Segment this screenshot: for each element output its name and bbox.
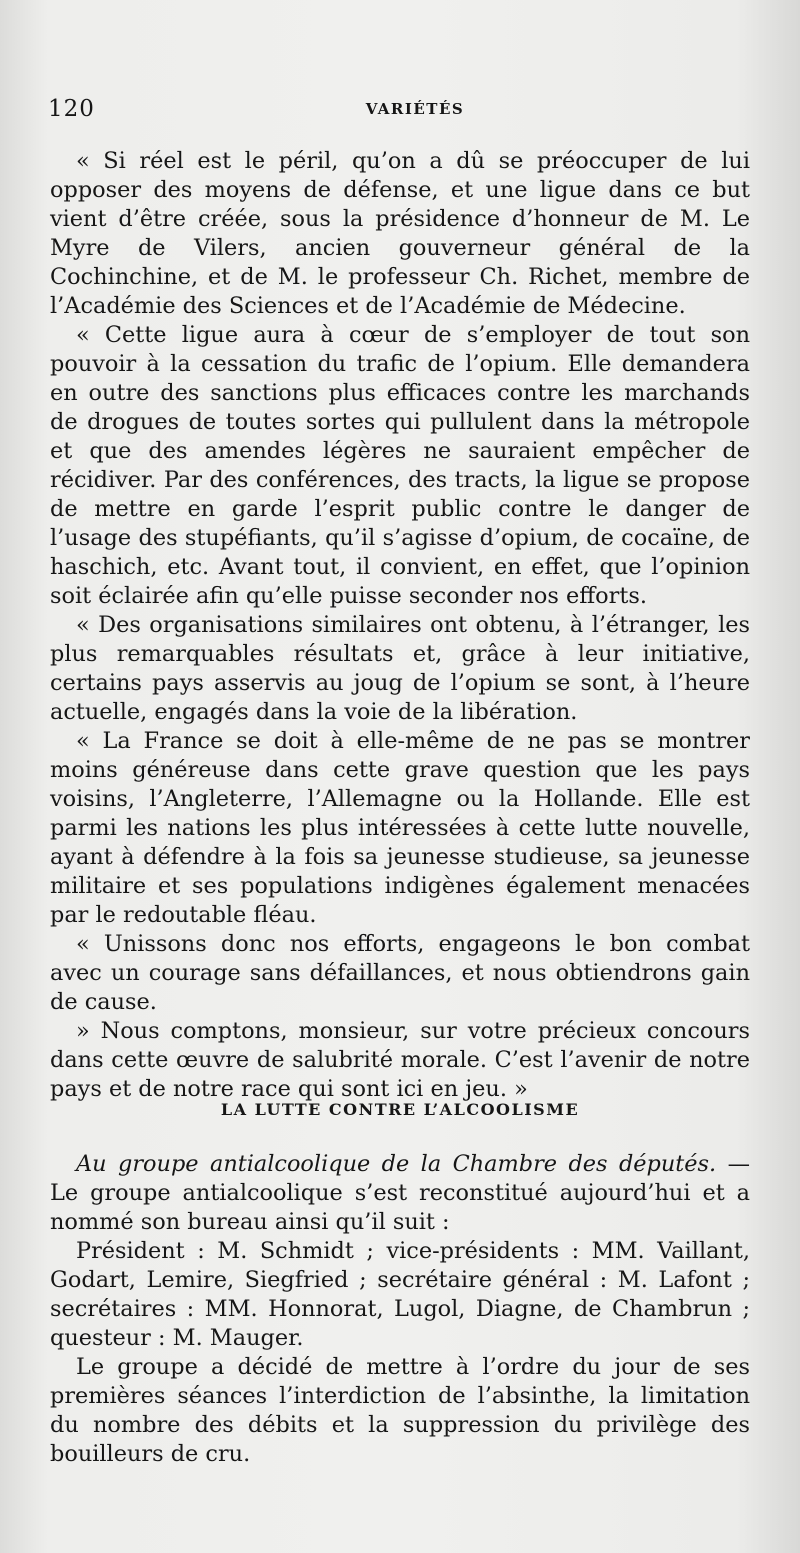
paragraph: » Nous comptons, monsieur, sur votre précieux concours dans cette œuvre de salubrité morale. C’est l’avenir de notre pays et de notre race qui sont ici en jeu. » bbox=[50, 1018, 750, 1102]
section-body bbox=[50, 1150, 750, 1469]
running-title: VARIÉTÉS bbox=[365, 100, 465, 118]
running-header bbox=[48, 96, 752, 128]
intro-text: — Le groupe antialcoolique s’est reconstitué aujourd’hui et a nommé son bureau ainsi qu’il suit : bbox=[50, 1151, 750, 1235]
closing-paragraph: Le groupe a décidé de mettre à l’ordre du jour de ses premières séances l’interdiction de l’absinthe, la limitation du nombre des débits et la suppression du privilège des bouilleurs de cru. bbox=[50, 1354, 750, 1467]
page-number: 120 bbox=[48, 96, 95, 122]
run-in-title: Au groupe antialcoolique de la Chambre des députés. bbox=[76, 1151, 717, 1177]
paragraph: « Unissons donc nos efforts, engageons le bon combat avec un courage sans défaillances, et nous obtiendrons gain de cause. bbox=[50, 931, 750, 1015]
paragraph: « La France se doit à elle-même de ne pas se montrer moins généreuse dans cette grave question que les pays voisins, l’Angleterre, l’Allemagne ou la Hollande. Elle est parmi les nations les plus intéressées à cette lutte nouvelle, ayant à défendre à la fois sa jeunesse studieuse, sa jeunesse militaire et ses populations indigènes également menacées par le redoutable fléau. bbox=[50, 728, 750, 928]
officers-paragraph: Président : M. Schmidt ; vice-présidents : MM. Vaillant, Godart, Lemire, Siegfried ; secrétaire général : M. Lafont ; secrétaires : MM. Honnorat, Lugol, Diagne, de Chambrun ; questeur : M. Mauger. bbox=[50, 1238, 750, 1351]
letter-body bbox=[50, 147, 750, 1104]
paragraph: « Des organisations similaires ont obtenu, à l’étranger, les plus remarquables résultats et, grâce à leur initiative, certains pays asservis au joug de l’opium se sont, à l’heure actuelle, engagés dans la voie de la libération. bbox=[50, 612, 750, 725]
paragraph: « Cette ligue aura à cœur de s’employer de tout son pouvoir à la cessation du trafic de l’opium. Elle demandera en outre des sanctions plus efficaces contre les marchands de drogues de toutes sortes qui pullulent dans la métropole et que des amendes légères ne sauraient empêcher de récidiver. Par des conférences, des tracts, la ligue se propose de mettre en garde l’esprit public contre le danger de l’usage des stupéfiants, qu’il s’agisse d’opium, de cocaïne, de haschich, etc. Avant tout, il convient, en effet, que l’opinion soit éclairée afin qu’elle puisse seconder nos efforts. bbox=[50, 322, 750, 609]
paragraph: « Si réel est le péril, qu’on a dû se préoccuper de lui opposer des moyens de défense, et une ligue dans ce but vient d’être créée, sous la présidence d’honneur de M. Le Myre de Vilers, ancien gouverneur général de la Cochinchine, et de M. le professeur Ch. Richet, membre de l’Académie des Sciences et de l’Académie de Médecine. bbox=[50, 148, 750, 319]
intro-paragraph bbox=[50, 1150, 750, 1237]
section-heading: LA LUTTE CONTRE L’ALCOOLISME bbox=[220, 1100, 580, 1119]
